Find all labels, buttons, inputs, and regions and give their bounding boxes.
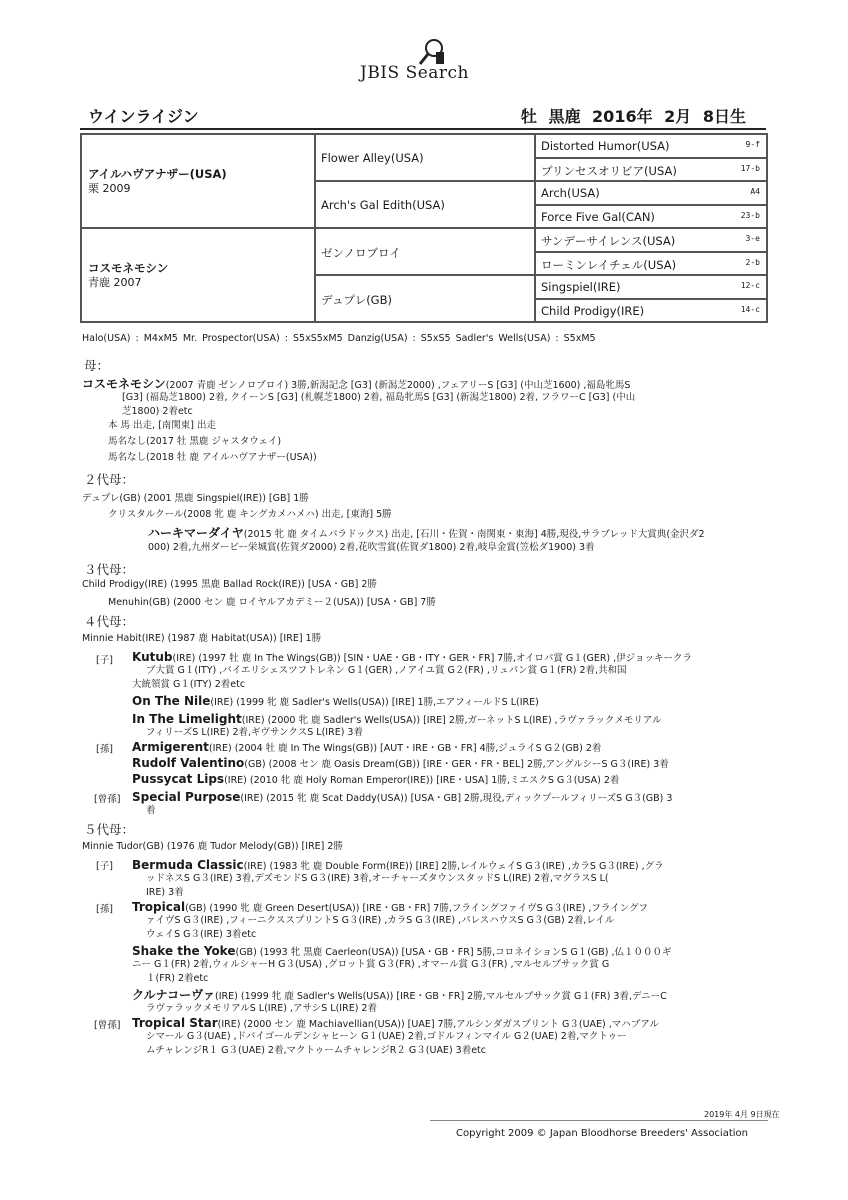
pedigree-sire[interactable]: アイルハヴアナザー(USA) 栗 2009 [81, 134, 315, 228]
pedigree-g3[interactable]: Child Prodigy(IRE) 14-c [535, 299, 767, 323]
pedigree-g2[interactable]: デュプレ(GB) [315, 275, 535, 322]
record-line: IRE) 3着 [146, 887, 184, 898]
record-line: Minnie Tudor(GB) (1976 鹿 Tudor Melody(GB)) [IRE] 2勝 [82, 841, 343, 852]
record-line: ッドネスS G３(IRE) 3着,デズモンドS G３(IRE) 3着,オーチャーズタウンスタッドS L(IRE) 2着,マグラスS L( [146, 873, 609, 884]
pedigree-g2[interactable]: Flower Alley(USA) [315, 134, 535, 181]
record-line: Bermuda Classic(IRE) (1983 牝 鹿 Double Form(IRE)) [IRE] 2勝,レイルウェイS G３(IRE) ,カラS G３(IRE) ,グラ [132, 858, 664, 872]
pedigree-g3[interactable]: Singspiel(IRE) 12-c [535, 275, 767, 299]
record-line: Menuhin(GB) (2000 セン 鹿 ロイヤルアカデミー２(USA)) [USA・GB] 7勝 [108, 597, 436, 608]
record-line: Armigerent(IRE) (2004 牡 鹿 In The Wings(GB)) [AUT・IRE・GB・FR] 4勝,ジュライS G２(GB) 2着 [132, 740, 602, 754]
as-of-date: 2019年 4月 9日現在 [704, 1110, 780, 1119]
record-line: In The Limelight(IRE) (2000 牝 鹿 Sadler's Wells(USA)) [IRE] 2勝,ガーネットS L(IRE) ,ラヴァラックメモリアル [132, 712, 662, 726]
record-line: Tropical(GB) (1990 牝 鹿 Green Desert(USA)) [IRE・GB・FR] 7勝,フライングファイヴS G３(IRE) ,フライングフ [132, 900, 648, 914]
record-line: ブ大賞 G１(ITY) ,バイエリシェスツフトレネン G１(GER) ,ノアイユ賞 G２(FR) ,リュパン賞 G１(FR) 2着,共和国 [146, 665, 627, 676]
record-line: Pussycat Lips(IRE) (2010 牝 鹿 Holy Roman Emperor(IRE)) [IRE・USA] 1勝,ミエスクS G３(USA) 2着 [132, 772, 620, 786]
pedigree-g3[interactable]: プリンセスオリビア(USA) 17-b [535, 158, 767, 182]
record-line: ウェイS G３(IRE) 3着etc [146, 929, 257, 940]
pedigree-g3[interactable]: Arch(USA) A4 [535, 181, 767, 205]
section-heading: ３代母： [84, 562, 135, 577]
record-line: 000) 2着,九州ダービー栄城賞(佐賀ダ2000) 2着,花吹雪賞(佐賀ダ1800) 2着,岐阜金賞(笠松ダ1900) 3着 [148, 542, 595, 553]
pedigree-dam[interactable]: コスモネモシン 青鹿 2007 [81, 228, 315, 322]
relation-label: [曾孫] [94, 1020, 121, 1031]
jbis-logo [360, 36, 500, 86]
record-line: フィリーズS L(IRE) 2着,ギヴサンクスS L(IRE) 3着 [146, 727, 363, 738]
record-line: Child Prodigy(IRE) (1995 黒鹿 Ballad Rock(IRE)) [USA・GB] 2勝 [82, 579, 377, 590]
inbreeding-line: Halo(USA) : M4xM5 Mr. Prospector(USA) : S5xS5xM5 Danzig(USA) : S5xS5 Sadler's Wells(USA) : S5xM5 [82, 333, 596, 344]
logo-horse-icon [412, 36, 452, 66]
record-line: デュプレ(GB) (2001 黒鹿 Singspiel(IRE)) [GB] 1勝 [82, 493, 309, 504]
record-line: 大統領賞 G１(ITY) 2着etc [132, 679, 246, 690]
relation-label: [曾孫] [94, 794, 121, 805]
pedigree-g2[interactable]: Arch's Gal Edith(USA) [315, 181, 535, 228]
title-bar [80, 104, 766, 130]
record-line: Shake the Yoke(GB) (1993 牝 黒鹿 Caerleon(USA)) [USA・GB・FR] 5勝,コロネイションS G１(GB) ,仏１０００ギ [132, 944, 672, 958]
record-line: １(FR) 2着etc [146, 973, 209, 984]
record-line: ハーキマーダイヤ(2015 牝 鹿 タイムパラドックス) 出走, [石川・佐賀・南関東・東海] 4勝,現役,サラブレッド大賞典(金沢ダ2 [148, 526, 705, 540]
record-line: ムチャレンジR１ G３(UAE) 2着,マクトゥームチャレンジR２ G３(UAE) 3着etc [146, 1045, 487, 1056]
record-line: シマール G３(UAE) ,ドバイゴールデンシャヒーン G１(UAE) 2着,ゴドルフィンマイル G２(UAE) 2着,マクトゥー [146, 1031, 627, 1042]
record-line: クルナコーヴァ(IRE) (1999 牝 鹿 Sadler's Wells(USA)) [IRE・GB・FR] 2勝,マルセルブサック賞 G１(FR) 3着,デニーC [132, 988, 667, 1002]
section-heading: ５代母： [84, 822, 135, 837]
relation-label: [子] [96, 655, 113, 666]
footer-divider [430, 1120, 768, 1121]
logo-text: JBIS Search [360, 63, 470, 83]
record-line: 馬名なし(2018 牡 鹿 アイルハヴアナザー(USA)) [108, 452, 317, 463]
section-heading: ２代母： [84, 472, 135, 487]
record-line: コスモネモシン(2007 青鹿 ゼンノロブロイ) 3勝,新潟記念 [G3] (新潟芝2000) ,フェアリーS [G3] (中山芝1600) ,福島牝馬S [82, 377, 631, 391]
section-heading: 母： [84, 358, 110, 373]
record-line: 馬名なし(2017 牡 黒鹿 ジャスタウェイ) [108, 436, 282, 447]
pedigree-g3[interactable]: ローミンレイチェル(USA) 2-b [535, 252, 767, 276]
pedigree-g3[interactable]: サンデーサイレンス(USA) 3-e [535, 228, 767, 252]
record-line: 本 馬 出走, [南関東] 出走 [108, 420, 217, 431]
record-line: ラヴァラックメモリアルS L(IRE) ,アサシS L(IRE) 2着 [146, 1003, 377, 1014]
record-line: On The Nile(IRE) (1999 牝 鹿 Sadler's Wells(USA)) [IRE] 1勝,エアフィールドS L(IRE) [132, 694, 539, 708]
record-line: ニー G１(FR) 2着,ウィルシャーH G３(USA) ,グロット賞 G３(FR) ,オマール賞 G３(FR) ,マルセルブサック賞 G [132, 959, 610, 970]
section-heading: ４代母： [84, 614, 135, 629]
horse-info: 牡 黒鹿 2016年 2月 8日生 [520, 107, 746, 126]
copyright: Copyright 2009 © Japan Bloodhorse Breeders' Association [456, 1128, 748, 1139]
relation-label: [子] [96, 861, 113, 872]
pedigree-g2[interactable]: ゼンノロブロイ [315, 228, 535, 275]
record-line: 芝1800) 2着etc [122, 406, 193, 417]
record-line: Rudolf Valentino(GB) (2008 セン 鹿 Oasis Dream(GB)) [IRE・GER・FR・BEL] 2勝,アングルシーS G３(IRE) 3着 [132, 756, 669, 770]
relation-label: [孫] [96, 744, 113, 755]
record-line: ァイヴS G３(IRE) ,フィーニクススプリントS G３(IRE) ,カラS G３(IRE) ,パレスハウスS G３(GB) 2着,レイル [146, 915, 615, 926]
record-line: Special Purpose(IRE) (2015 牝 鹿 Scat Daddy(USA)) [USA・GB] 2勝,現役,ディックプールフィリーズS G３(GB) 3 [132, 790, 673, 804]
record-line: クリスタルクール(2008 牝 鹿 キングカメハメハ) 出走, [東海] 5勝 [108, 509, 392, 520]
record-line: 着 [146, 805, 156, 816]
record-line: [G3] (福島芝1800) 2着, クイーンS [G3] (札幌芝1800) 2着, 福島牝馬S [G3] (新潟芝1800) 2着, フラワーC [G3] (中山 [122, 392, 636, 403]
pedigree-g3[interactable]: Distorted Humor(USA) 9-f [535, 134, 767, 158]
horse-name: ウインライジン [88, 107, 199, 126]
record-line: Kutub(IRE) (1997 牡 鹿 In The Wings(GB)) [SIN・UAE・GB・ITY・GER・FR] 7勝,オイロパ賞 G１(GER) ,伊ジョッキークラ [132, 650, 692, 664]
record-line: Minnie Habit(IRE) (1987 鹿 Habitat(USA)) [IRE] 1勝 [82, 633, 322, 644]
pedigree-table [80, 133, 768, 323]
record-line: Tropical Star(IRE) (2000 セン 鹿 Machiavellian(USA)) [UAE] 7勝,アルシンダガスプリント G３(UAE) ,マハブアル [132, 1016, 659, 1030]
relation-label: [孫] [96, 904, 113, 915]
pedigree-g3[interactable]: Force Five Gal(CAN) 23-b [535, 205, 767, 229]
